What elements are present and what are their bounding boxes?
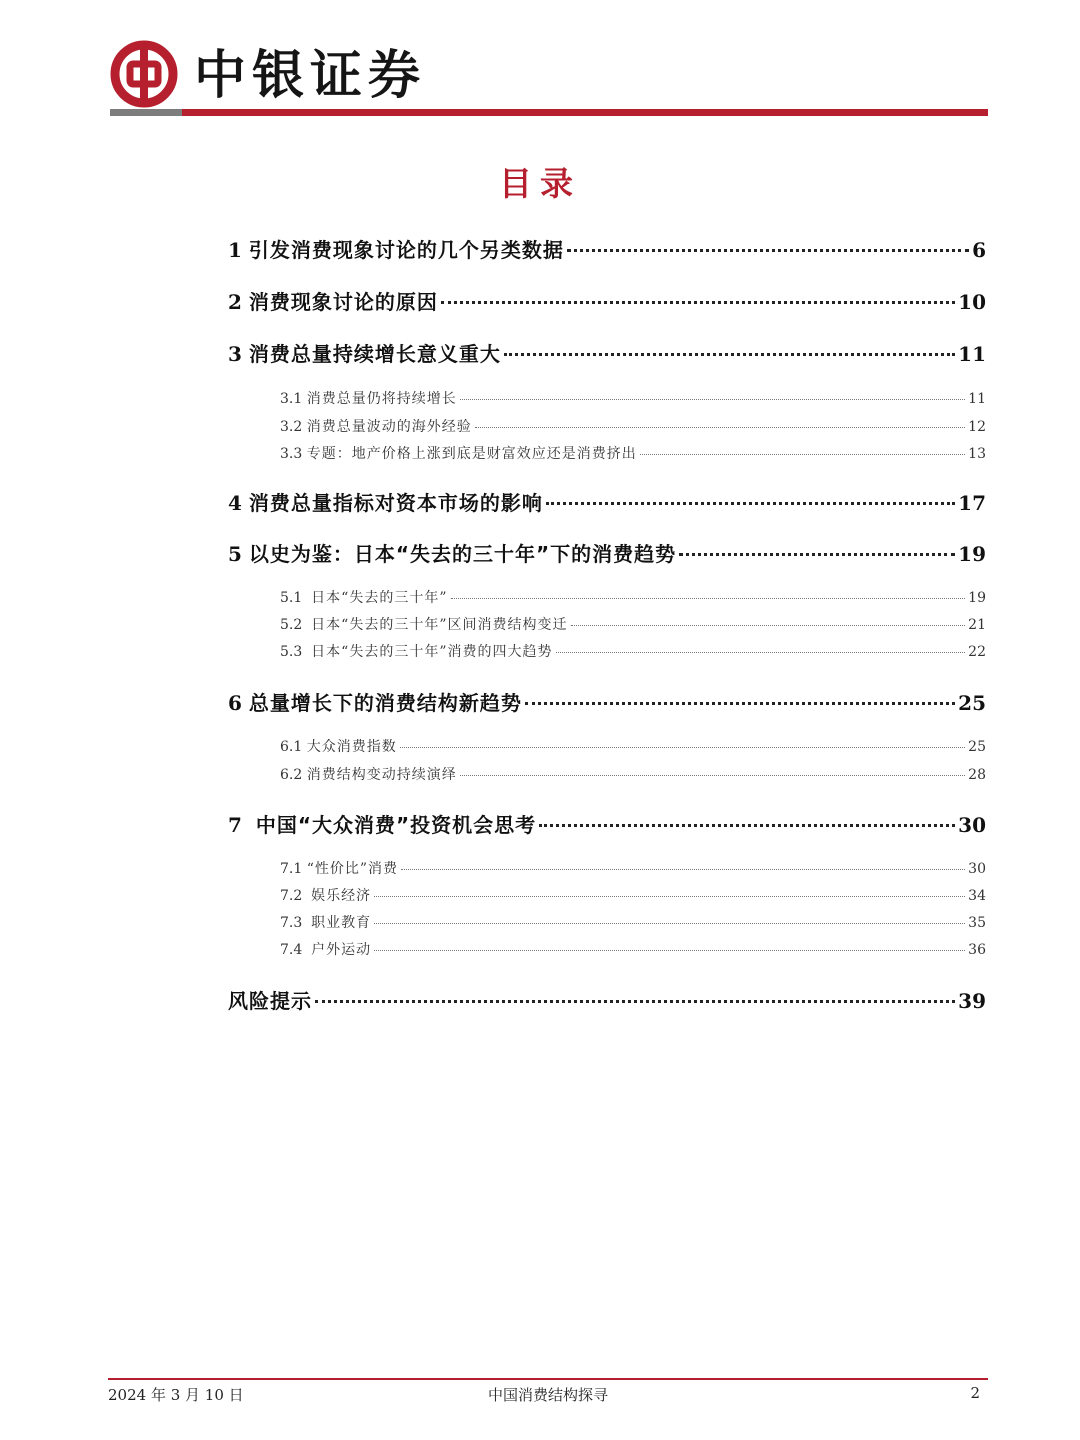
toc-entry[interactable] (228, 338, 986, 368)
toc-entry-page: 25 (968, 739, 986, 755)
toc-entry-page: 13 (968, 446, 986, 462)
toc-entry-number: 2 (228, 290, 249, 314)
toc-entry-number: 3.3 (280, 446, 307, 462)
toc-entry-number: 5.2 (280, 617, 312, 633)
toc-dot-leader (315, 1000, 955, 1003)
footer-report-title: 中国消费结构探寻 (487, 1386, 608, 1404)
toc-entry-page: 30 (958, 813, 986, 837)
toc-dot-leader (556, 652, 966, 653)
toc-entry-number: 5.1 (280, 590, 312, 606)
toc-entry-title: 中国“大众消费”投资机会思考 (255, 813, 537, 837)
toc-entry-title: 风险提示 (228, 989, 312, 1013)
toc-dot-leader (374, 923, 965, 924)
toc-subentry[interactable] (280, 388, 986, 410)
toc-entry-number: 1 (228, 238, 249, 262)
toc-entry-title: 引发消费现象讨论的几个另类数据 (248, 238, 564, 262)
toc-subentry[interactable] (280, 885, 986, 907)
brand-name: 中银证券 (194, 46, 427, 106)
bank-of-china-logo-icon (110, 40, 178, 108)
toc-dot-leader (504, 353, 955, 356)
toc-entry-page: 30 (968, 861, 986, 877)
footer-rule (108, 1378, 988, 1380)
toc-entry-number: 5 (228, 542, 249, 566)
toc-entry-number: 6 (228, 691, 249, 715)
toc-entry-page: 19 (968, 590, 986, 606)
toc-subentry[interactable] (280, 614, 986, 636)
toc-subentry[interactable] (280, 443, 986, 465)
toc-dot-leader (679, 553, 955, 556)
toc-entry-title: 消费现象讨论的原因 (248, 290, 438, 314)
toc-entry-page: 34 (968, 888, 986, 904)
toc-entry-page: 19 (958, 542, 986, 566)
toc-entry[interactable] (228, 286, 986, 316)
toc-entry-title: 以史为鉴：日本“失去的三十年”下的消费趋势 (248, 542, 677, 566)
toc-entry-page: 11 (958, 342, 986, 366)
toc-subentry[interactable] (280, 736, 986, 758)
toc-entry-title: 消费总量持续增长意义重大 (248, 342, 501, 366)
toc-entry-number: 7 (228, 813, 256, 837)
toc-title: 目录 (499, 164, 581, 203)
toc-dot-leader (441, 301, 955, 304)
toc-entry[interactable] (228, 234, 986, 264)
toc-entry-number: 6.1 (280, 739, 307, 755)
toc-entry-number: 3.1 (280, 391, 307, 407)
toc-entry-number: 7.3 (280, 915, 312, 931)
toc-dot-leader (374, 896, 965, 897)
toc-entry-number: 7.4 (280, 942, 312, 958)
toc-entry-title: 大众消费指数 (306, 739, 397, 755)
toc-entry-title: 专题：地产价格上涨到底是财富效应还是消费挤出 (306, 446, 637, 462)
toc-entry-number: 6.2 (280, 767, 307, 783)
footer-page-number: 2 (970, 1384, 980, 1402)
toc-entry[interactable] (228, 687, 986, 717)
toc-entry-number: 5.3 (280, 644, 312, 660)
toc-subentry[interactable] (280, 764, 986, 786)
toc-dot-leader (460, 399, 965, 400)
toc-dot-leader (640, 454, 965, 455)
toc-entry-number: 3.2 (280, 419, 307, 435)
toc-entry-number: 4 (228, 491, 249, 515)
toc-dot-leader (401, 869, 965, 870)
toc-entry-page: 35 (968, 915, 986, 931)
toc-subentry[interactable] (280, 858, 986, 880)
toc-dot-leader (525, 702, 955, 705)
toc-entry-page: 25 (958, 691, 986, 715)
toc-entry[interactable] (228, 487, 986, 517)
toc-entry-page: 39 (958, 989, 986, 1013)
toc-entry-page: 28 (968, 767, 986, 783)
toc-entry-page: 36 (968, 942, 986, 958)
toc-entry-title: 户外运动 (311, 942, 372, 958)
toc-entry-title: 日本“失去的三十年”消费的四大趋势 (311, 644, 553, 660)
toc-subentry[interactable] (280, 939, 986, 961)
toc-entry-page: 11 (968, 391, 986, 407)
toc-entry[interactable] (228, 809, 986, 839)
toc-entry-number: 7.2 (280, 888, 312, 904)
header-rule-red (182, 109, 988, 116)
toc-entry[interactable] (228, 985, 986, 1015)
toc-entry-title: “性价比”消费 (306, 861, 399, 877)
toc-dot-leader (400, 747, 965, 748)
toc-entry-title: 日本“失去的三十年” (311, 590, 448, 606)
toc-entry[interactable] (228, 538, 986, 568)
footer-date: 2024 年 3 月 10 日 (108, 1386, 244, 1404)
toc-entry-page: 22 (968, 644, 986, 660)
toc-entry-title: 日本“失去的三十年”区间消费结构变迁 (311, 617, 568, 633)
toc-dot-leader (374, 950, 965, 951)
toc-entry-page: 6 (972, 238, 986, 262)
toc-entry-title: 消费总量仍将持续增长 (306, 391, 457, 407)
toc-entry-title: 娱乐经济 (311, 888, 372, 904)
toc-entry-number: 7.1 (280, 861, 307, 877)
toc-entry-title: 消费总量波动的海外经验 (306, 419, 472, 435)
header-rule-gray (110, 109, 182, 116)
toc-entry-title: 消费结构变动持续演绎 (306, 767, 457, 783)
toc-dot-leader (567, 249, 969, 252)
toc-dot-leader (571, 625, 966, 626)
toc-entry-number: 3 (228, 342, 249, 366)
toc-entry-page: 17 (958, 491, 986, 515)
toc-entry-page: 12 (968, 419, 986, 435)
toc-entry-title: 消费总量指标对资本市场的影响 (248, 491, 543, 515)
toc-dot-leader (546, 502, 955, 505)
toc-dot-leader (460, 775, 965, 776)
toc-entry-title: 职业教育 (311, 915, 372, 931)
report-header (110, 38, 988, 118)
toc-entry-title: 总量增长下的消费结构新趋势 (248, 691, 522, 715)
toc-entry-page: 10 (958, 290, 986, 314)
toc-subentry[interactable] (280, 587, 986, 609)
toc-dot-leader (451, 598, 966, 599)
toc-entry-page: 21 (968, 617, 986, 633)
toc-subentry[interactable] (280, 641, 986, 663)
toc-dot-leader (539, 824, 955, 827)
toc-dot-leader (475, 427, 965, 428)
toc-subentry[interactable] (280, 912, 986, 934)
toc-subentry[interactable] (280, 416, 986, 438)
